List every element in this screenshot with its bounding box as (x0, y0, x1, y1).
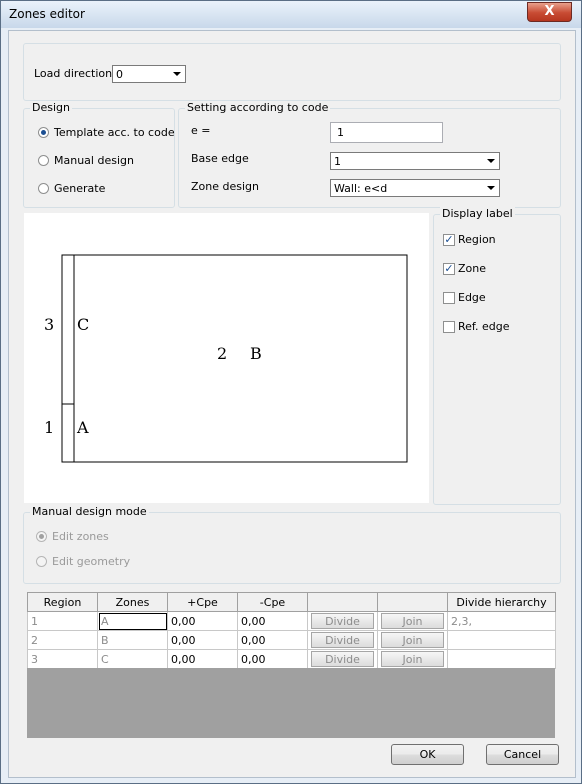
join-button[interactable]: Join (381, 651, 444, 667)
chevron-down-icon (173, 72, 181, 76)
design-group-label: Design (32, 101, 70, 114)
checkmark-icon: ✓ (444, 233, 454, 246)
zones-table (27, 592, 556, 669)
checkbox-label: Region (458, 233, 496, 246)
load-direction-value: 0 (116, 68, 123, 81)
zone-label-c: C (77, 315, 90, 334)
checkbox-label: Edge (458, 291, 486, 304)
manual-option-label: Edit zones (52, 530, 109, 543)
base-edge-value: 1 (334, 155, 341, 168)
divide-button[interactable]: Divide (311, 613, 374, 629)
load-direction-label: Load direction (34, 67, 113, 80)
dialog-body (8, 30, 576, 778)
cancel-button[interactable]: Cancel (486, 744, 559, 765)
close-button[interactable] (527, 2, 572, 22)
radio-button-icon (38, 127, 49, 138)
design-option-label: Template acc. to code (54, 126, 175, 139)
column-header-zones[interactable]: Zones (98, 593, 168, 612)
cell-divide (308, 631, 378, 650)
base-edge-select[interactable] (330, 152, 500, 170)
close-icon: X (544, 4, 555, 19)
region-label-1: 1 (44, 418, 55, 437)
window-title: Zones editor (9, 7, 85, 21)
zone-label-a: A (77, 418, 89, 437)
join-button[interactable]: Join (381, 613, 444, 629)
cell-region[interactable]: 3 (28, 650, 98, 669)
cell-region[interactable]: 2 (28, 631, 98, 650)
setting-group-label: Setting according to code (187, 101, 329, 114)
manual-option-label: Edit geometry (52, 555, 131, 568)
load-direction-select[interactable] (112, 65, 186, 83)
cell-cpe-plus[interactable]: 0,00 (168, 612, 238, 631)
cell-cpe-plus[interactable]: 0,00 (168, 631, 238, 650)
cell-region[interactable]: 1 (28, 612, 98, 631)
cell-join (378, 612, 448, 631)
zones-preview-canvas[interactable] (24, 213, 429, 503)
checkbox-icon (443, 321, 455, 333)
chevron-down-icon (487, 159, 495, 163)
manual-mode-group (23, 505, 561, 584)
design-option-label: Generate (54, 182, 106, 195)
region-label-3: 3 (44, 315, 55, 334)
cell-cpe-minus[interactable]: 0,00 (238, 612, 308, 631)
display-label-group (433, 207, 561, 505)
join-button[interactable]: Join (381, 632, 444, 648)
zone-label-b: B (250, 344, 262, 363)
zone-design-label: Zone design (191, 180, 259, 193)
radio-button-icon (36, 556, 47, 567)
zone-design-select[interactable] (330, 179, 500, 197)
cell-cpe-minus[interactable]: 0,00 (238, 650, 308, 669)
cell-divide-hierarchy[interactable] (448, 631, 556, 650)
design-option-label: Manual design (54, 154, 134, 167)
cell-zone[interactable]: C (98, 650, 168, 669)
cell-join (378, 650, 448, 669)
column-header-cpe-minus[interactable]: -Cpe (238, 593, 308, 612)
checkmark-icon: ✓ (444, 262, 454, 275)
chevron-down-icon (487, 186, 495, 190)
cell-zone[interactable]: A (98, 612, 168, 631)
table-row (28, 650, 556, 669)
table-empty-area (27, 668, 555, 738)
column-header-divide[interactable] (308, 593, 378, 612)
cell-join (378, 631, 448, 650)
ok-button[interactable]: OK (391, 744, 464, 765)
cell-divide (308, 612, 378, 631)
base-edge-label: Base edge (191, 152, 249, 165)
manual-mode-group-label: Manual design mode (32, 505, 147, 518)
e-value-input[interactable]: 1 (330, 122, 443, 143)
region-outline (62, 255, 407, 462)
e-label: e = (191, 124, 211, 137)
radio-button-icon (38, 183, 49, 194)
design-group (23, 101, 175, 208)
column-header-cpe-plus[interactable]: +Cpe (168, 593, 238, 612)
checkbox-label: Ref. edge (458, 320, 510, 333)
table-row (28, 612, 556, 631)
cell-zone[interactable]: B (98, 631, 168, 650)
title-bar[interactable] (1, 1, 581, 28)
cell-divide-hierarchy[interactable] (448, 650, 556, 669)
zone-design-value: Wall: e<d (334, 182, 388, 195)
checkbox-icon (443, 292, 455, 304)
load-direction-group (23, 43, 561, 101)
checkbox-label: Zone (458, 262, 487, 275)
table-header-row (28, 593, 556, 612)
radio-button-icon (36, 531, 47, 542)
column-header-join[interactable] (378, 593, 448, 612)
display-label-group-label: Display label (442, 207, 513, 220)
cell-cpe-plus[interactable]: 0,00 (168, 650, 238, 669)
column-header-region[interactable]: Region (28, 593, 98, 612)
column-header-divide-hierarchy[interactable]: Divide hierarchy (448, 593, 556, 612)
divide-button[interactable]: Divide (311, 651, 374, 667)
cell-divide (308, 650, 378, 669)
region-label-2: 2 (217, 344, 228, 363)
cell-divide-hierarchy[interactable]: 2,3, (448, 612, 556, 631)
table-row (28, 631, 556, 650)
cell-cpe-minus[interactable]: 0,00 (238, 631, 308, 650)
radio-button-icon (38, 155, 49, 166)
divide-button[interactable]: Divide (311, 632, 374, 648)
setting-group (178, 101, 561, 208)
